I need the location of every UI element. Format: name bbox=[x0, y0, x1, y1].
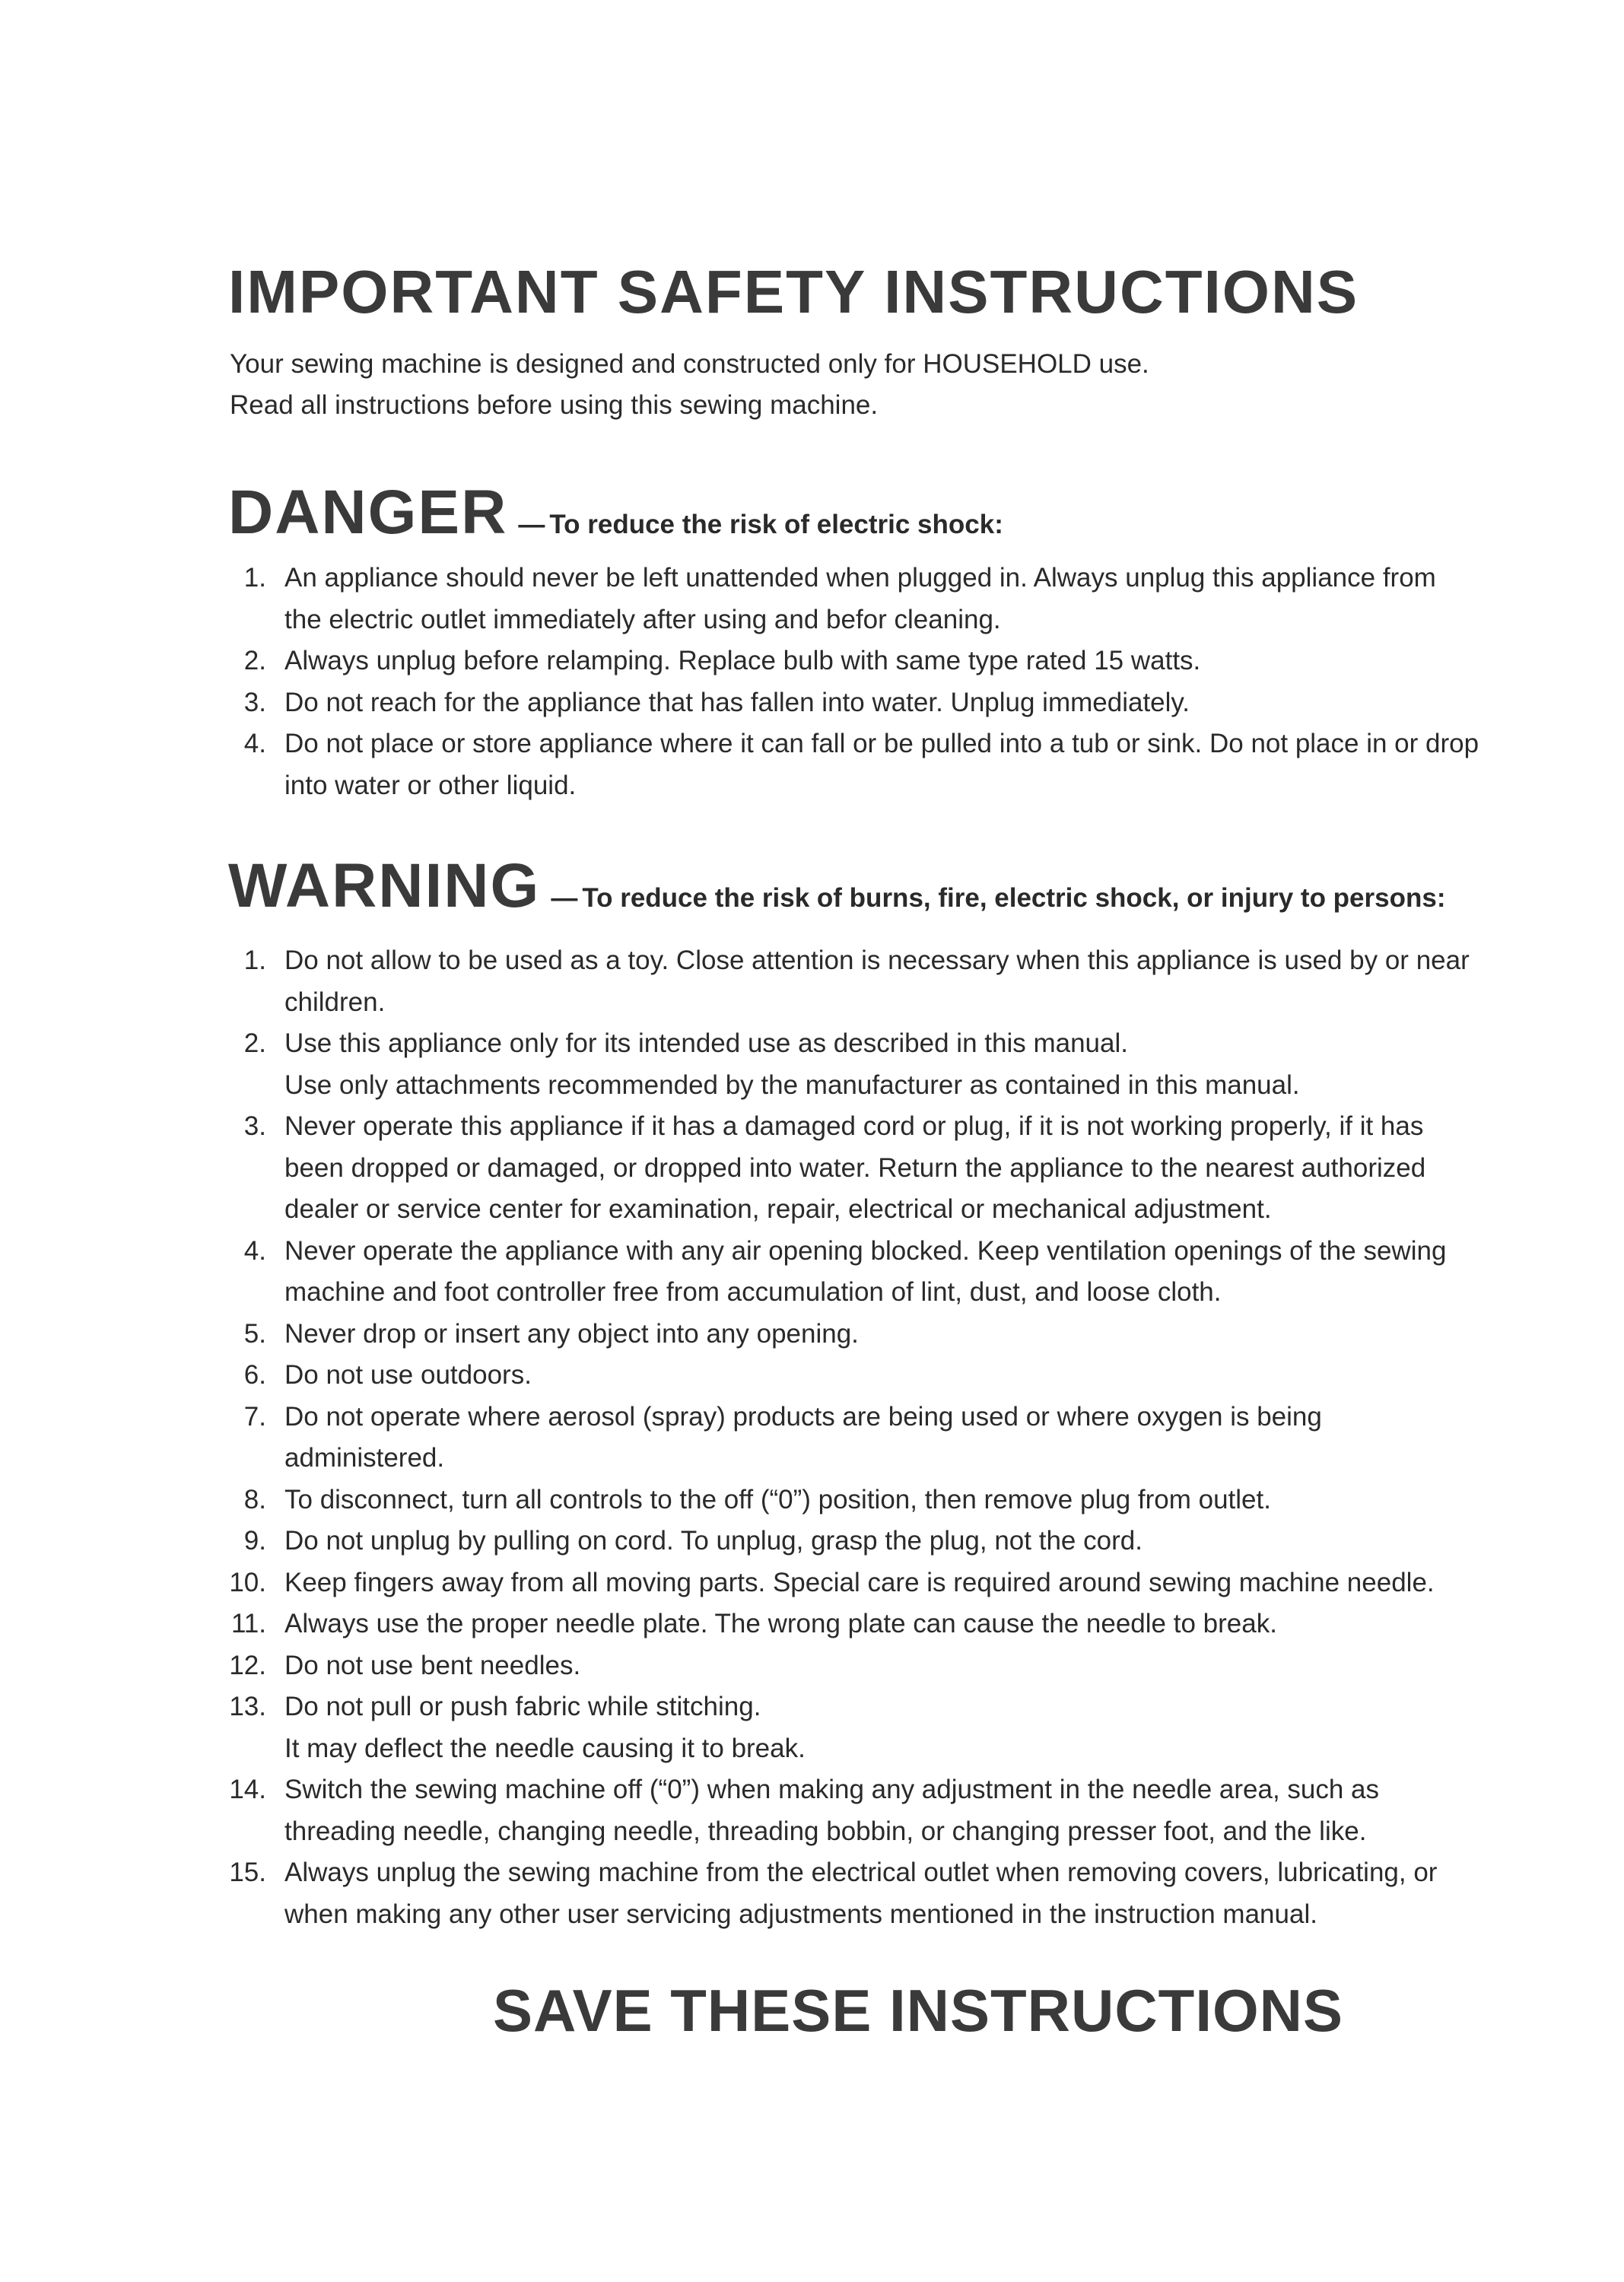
warning-list bbox=[228, 940, 1491, 1935]
list-item-text: Keep fingers away from all moving parts. Special care is required around sewing machine needle. bbox=[284, 1567, 1435, 1597]
danger-list bbox=[228, 558, 1491, 806]
list-item-text: administered. bbox=[284, 1443, 445, 1473]
list-item-text: Do not use outdoors. bbox=[284, 1360, 532, 1390]
list-item-text: threading needle, changing needle, threading bobbin, or changing presser foot, and the like. bbox=[284, 1816, 1367, 1846]
list-item-text: dealer or service center for examination, repair, electrical or mechanical adjustment. bbox=[284, 1194, 1272, 1224]
list-item bbox=[228, 1023, 1491, 1106]
intro-line: Your sewing machine is designed and constructed only for HOUSEHOLD use. bbox=[230, 349, 1149, 379]
list-item-text: into water or other liquid. bbox=[284, 770, 577, 800]
list-item-text: Do not allow to be used as a toy. Close attention is necessary when this appliance is used by or near bbox=[284, 946, 1470, 975]
intro-line: Read all instructions before using this sewing machine. bbox=[230, 390, 879, 420]
list-item-text: Never operate this appliance if it has a damaged cord or plug, if it is not working properly, if it has bbox=[284, 1111, 1424, 1141]
list-item bbox=[228, 1314, 1491, 1356]
list-item-number: 15. bbox=[229, 1858, 266, 1887]
list-item-number: 1. bbox=[243, 563, 266, 593]
list-item bbox=[228, 1106, 1491, 1231]
list-item bbox=[228, 682, 1491, 724]
list-item-number: 4. bbox=[243, 729, 266, 758]
warning-heading bbox=[228, 850, 1446, 922]
list-item-text: Switch the sewing machine off (“0”) when making any adjustment in the needle area, such as bbox=[284, 1775, 1380, 1804]
list-item-text: Never operate the appliance with any air opening blocked. Keep ventilation openings of the sewing bbox=[284, 1235, 1447, 1266]
list-item-number: 9. bbox=[243, 1526, 266, 1556]
list-item-text: Use this appliance only for its intended use as described in this manual. bbox=[284, 1028, 1128, 1058]
list-item bbox=[228, 1645, 1491, 1687]
list-item bbox=[228, 723, 1491, 806]
list-item-number: 2. bbox=[243, 1028, 266, 1058]
list-item-text: children. bbox=[284, 987, 386, 1017]
list-item bbox=[228, 1355, 1491, 1397]
list-item bbox=[228, 1603, 1491, 1645]
list-item-text: Do not use bent needles. bbox=[284, 1650, 581, 1680]
warning-subtitle: To reduce the risk of burns, fire, electric shock, or injury to persons: bbox=[582, 883, 1446, 913]
save-instructions-footer: SAVE THESE INSTRUCTIONS bbox=[493, 1977, 1344, 2044]
list-item-number: 1. bbox=[243, 946, 266, 975]
list-item-number: 13. bbox=[229, 1692, 266, 1721]
list-item bbox=[228, 1852, 1491, 1935]
list-item-number: 8. bbox=[243, 1484, 266, 1514]
list-item-number: 11. bbox=[230, 1609, 266, 1638]
list-item-number: 6. bbox=[243, 1360, 266, 1390]
list-item-text: Do not reach for the appliance that has fallen into water. Unplug immediately. bbox=[284, 687, 1190, 717]
list-item-number: 3. bbox=[243, 1111, 266, 1141]
danger-dash: — bbox=[518, 510, 545, 539]
list-item-text: when making any other user servicing adjustments mentioned in the instruction manual. bbox=[284, 1899, 1317, 1929]
intro-text bbox=[230, 344, 1149, 426]
list-item bbox=[228, 1562, 1491, 1604]
list-item bbox=[228, 558, 1491, 640]
list-item-number: 2. bbox=[243, 646, 266, 675]
danger-label: DANGER bbox=[228, 478, 508, 547]
list-item-number: 3. bbox=[243, 687, 266, 717]
list-item-text: Always unplug the sewing machine from the electrical outlet when removing covers, lubricating, or bbox=[284, 1858, 1438, 1887]
danger-subtitle: To reduce the risk of electric shock: bbox=[549, 510, 1003, 539]
list-item-text: Always use the proper needle plate. The wrong plate can cause the needle to break. bbox=[284, 1609, 1277, 1638]
list-item-number: 14. bbox=[229, 1775, 266, 1804]
list-item bbox=[228, 1397, 1491, 1479]
warning-dash: — bbox=[551, 883, 578, 913]
list-item-text: Always unplug before relamping. Replace bulb with same type rated 15 watts. bbox=[284, 646, 1201, 675]
list-item bbox=[228, 1686, 1491, 1769]
list-item-number: 4. bbox=[243, 1235, 266, 1266]
list-item bbox=[228, 1231, 1491, 1314]
list-item-text: Do not operate where aerosol (spray) products are being used or where oxygen is being bbox=[284, 1401, 1322, 1432]
list-item bbox=[228, 640, 1491, 682]
list-item-text: It may deflect the needle causing it to break. bbox=[284, 1733, 806, 1763]
list-item-text: Do not unplug by pulling on cord. To unplug, grasp the plug, not the cord. bbox=[284, 1526, 1143, 1556]
danger-heading bbox=[228, 477, 1003, 548]
list-item-text: machine and foot controller free from accumulation of lint, dust, and loose cloth. bbox=[284, 1277, 1222, 1307]
list-item-text: Do not pull or push fabric while stitching. bbox=[284, 1692, 761, 1721]
list-item bbox=[228, 1769, 1491, 1852]
list-item-text: Use only attachments recommended by the manufacturer as contained in this manual. bbox=[284, 1069, 1300, 1100]
list-item-number: 12. bbox=[229, 1650, 266, 1680]
list-item-text: Never drop or insert any object into any opening. bbox=[284, 1318, 859, 1349]
list-item bbox=[228, 1479, 1491, 1521]
list-item-number: 10. bbox=[229, 1567, 266, 1597]
warning-label: WARNING bbox=[228, 851, 541, 920]
list-item-number: 5. bbox=[243, 1318, 266, 1349]
list-item-text: been dropped or damaged, or dropped into water. Return the appliance to the nearest authorized bbox=[284, 1152, 1426, 1183]
list-item-text: To disconnect, turn all controls to the off (“0”) position, then remove plug from outlet. bbox=[284, 1484, 1271, 1514]
list-item bbox=[228, 940, 1491, 1023]
list-item-text: An appliance should never be left unattended when plugged in. Always unplug this appliance from bbox=[284, 563, 1436, 593]
list-item-number: 7. bbox=[243, 1401, 266, 1432]
page-title: IMPORTANT SAFETY INSTRUCTIONS bbox=[228, 258, 1359, 326]
list-item bbox=[228, 1521, 1491, 1562]
list-item-text: Do not place or store appliance where it can fall or be pulled into a tub or sink. Do not place in or drop bbox=[284, 729, 1479, 758]
list-item-text: the electric outlet immediately after using and befor cleaning. bbox=[284, 604, 1001, 634]
